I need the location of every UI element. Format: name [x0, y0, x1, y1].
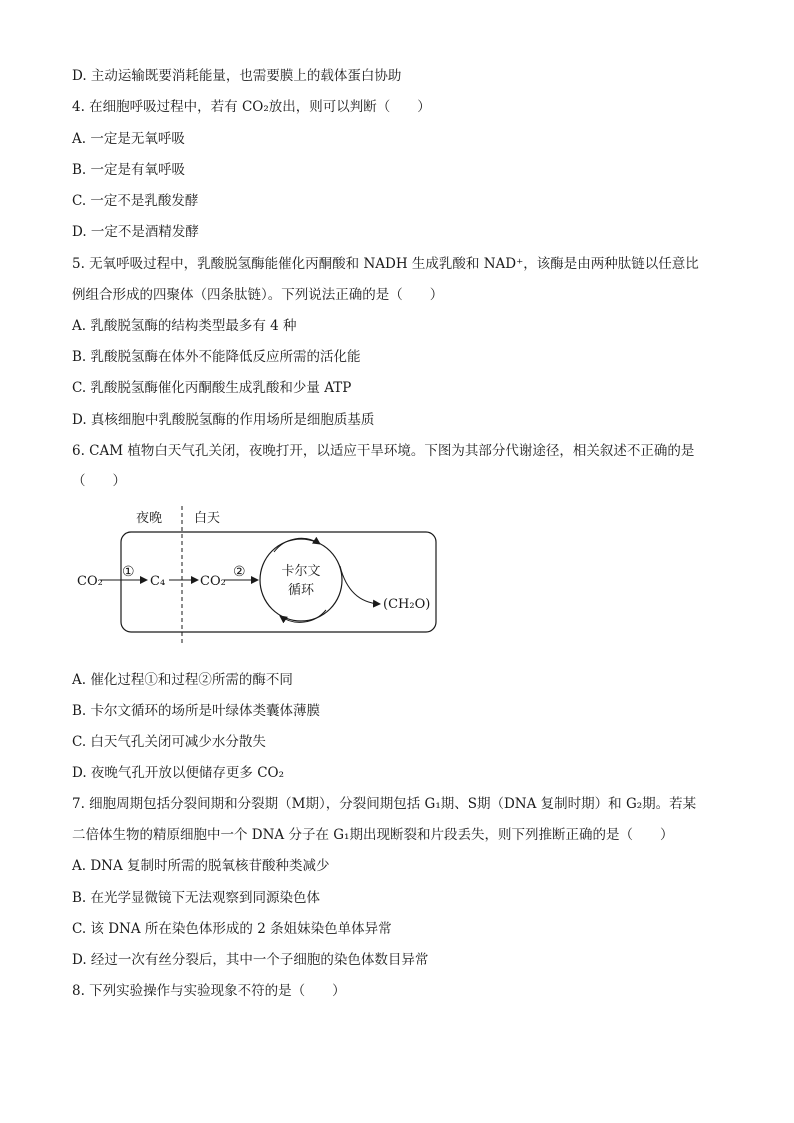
co2-input-label: CO₂	[77, 574, 103, 589]
q4-stem: 4. 在细胞呼吸过程中，若有 CO₂放出，则可以判断（ ）	[72, 99, 431, 115]
q5-option-a: A. 乳酸脱氢酶的结构类型最多有 4 种	[72, 318, 297, 334]
q6-stem-line2: （ ）	[72, 473, 126, 489]
step2-marker: ②	[233, 564, 246, 580]
c4-label: C₄	[150, 574, 166, 589]
q4-option-c: C. 一定不是乳酸发酵	[72, 193, 199, 209]
q6-stem-line1: 6. CAM 植物白天气孔关闭，夜晚打开，以适应干旱环境。下图为其部分代谢途径，相关叙述不正确的是	[72, 443, 695, 459]
calvin-cycle-label-line1: 卡尔文	[281, 564, 321, 579]
day-label: 白天	[194, 511, 221, 526]
q8-stem: 8. 下列实验操作与实验现象不符的是（ ）	[72, 983, 346, 999]
cam-pathway-diagram	[74, 500, 454, 645]
night-label: 夜晚	[136, 511, 163, 526]
q5-stem-line1: 5. 无氧呼吸过程中，乳酸脱氢酶能催化丙酮酸和 NADH 生成乳酸和 NAD⁺，该酶是由两种肽链以任意比	[72, 256, 699, 272]
q7-stem-line1: 7. 细胞周期包括分裂间期和分裂期（M期），分裂间期包括 G₁期、S期（DNA 复制时期）和 G₂期。若某	[72, 796, 697, 812]
q4-option-a: A. 一定是无氧呼吸	[72, 131, 185, 147]
q4-option-d: D. 一定不是酒精发酵	[72, 224, 199, 240]
cycle-arrow-top	[274, 538, 320, 552]
q6-option-c: C. 白天气孔关闭可减少水分散失	[72, 734, 266, 750]
q5-option-c: C. 乳酸脱氢酶催化丙酮酸生成乳酸和少量 ATP	[72, 380, 352, 396]
q6-option-b: B. 卡尔文循环的场所是叶绿体类囊体薄膜	[72, 703, 321, 719]
product-arrow	[340, 566, 380, 604]
q7-option-c: C. 该 DNA 所在染色体形成的 2 条姐妹染色单体异常	[72, 921, 392, 937]
q3-option-d: D. 主动运输既要消耗能量，也需要膜上的载体蛋白协助	[72, 68, 402, 84]
q7-option-a: A. DNA 复制时所需的脱氧核苷酸种类减少	[72, 858, 330, 874]
q7-stem-line2: 二倍体生物的精原细胞中一个 DNA 分子在 G₁期出现断裂和片段丢失，则下列推断正确的是（ ）	[72, 827, 674, 843]
q4-option-b: B. 一定是有氧呼吸	[72, 162, 186, 178]
q7-option-d: D. 经过一次有丝分裂后，其中一个子细胞的染色体数目异常	[72, 952, 429, 968]
product-label: (CH₂O)	[383, 597, 431, 612]
co2-mid-label: CO₂	[200, 574, 226, 589]
q5-stem-line2: 例组合形成的四聚体（四条肽链）。下列说法正确的是（ ）	[72, 287, 444, 303]
q6-option-a: A. 催化过程①和过程②所需的酶不同	[72, 672, 293, 688]
calvin-cycle-label-line2: 循环	[287, 583, 315, 598]
q5-option-b: B. 乳酸脱氢酶在体外不能降低反应所需的活化能	[72, 349, 361, 365]
q7-option-b: B. 在光学显微镜下无法观察到同源染色体	[72, 890, 321, 906]
q6-option-d: D. 夜晚气孔开放以便储存更多 CO₂	[72, 765, 285, 781]
q5-option-d: D. 真核细胞中乳酸脱氢酶的作用场所是细胞质基质	[72, 412, 375, 428]
calvin-cycle-circle	[260, 539, 342, 621]
step1-marker: ①	[122, 564, 135, 580]
